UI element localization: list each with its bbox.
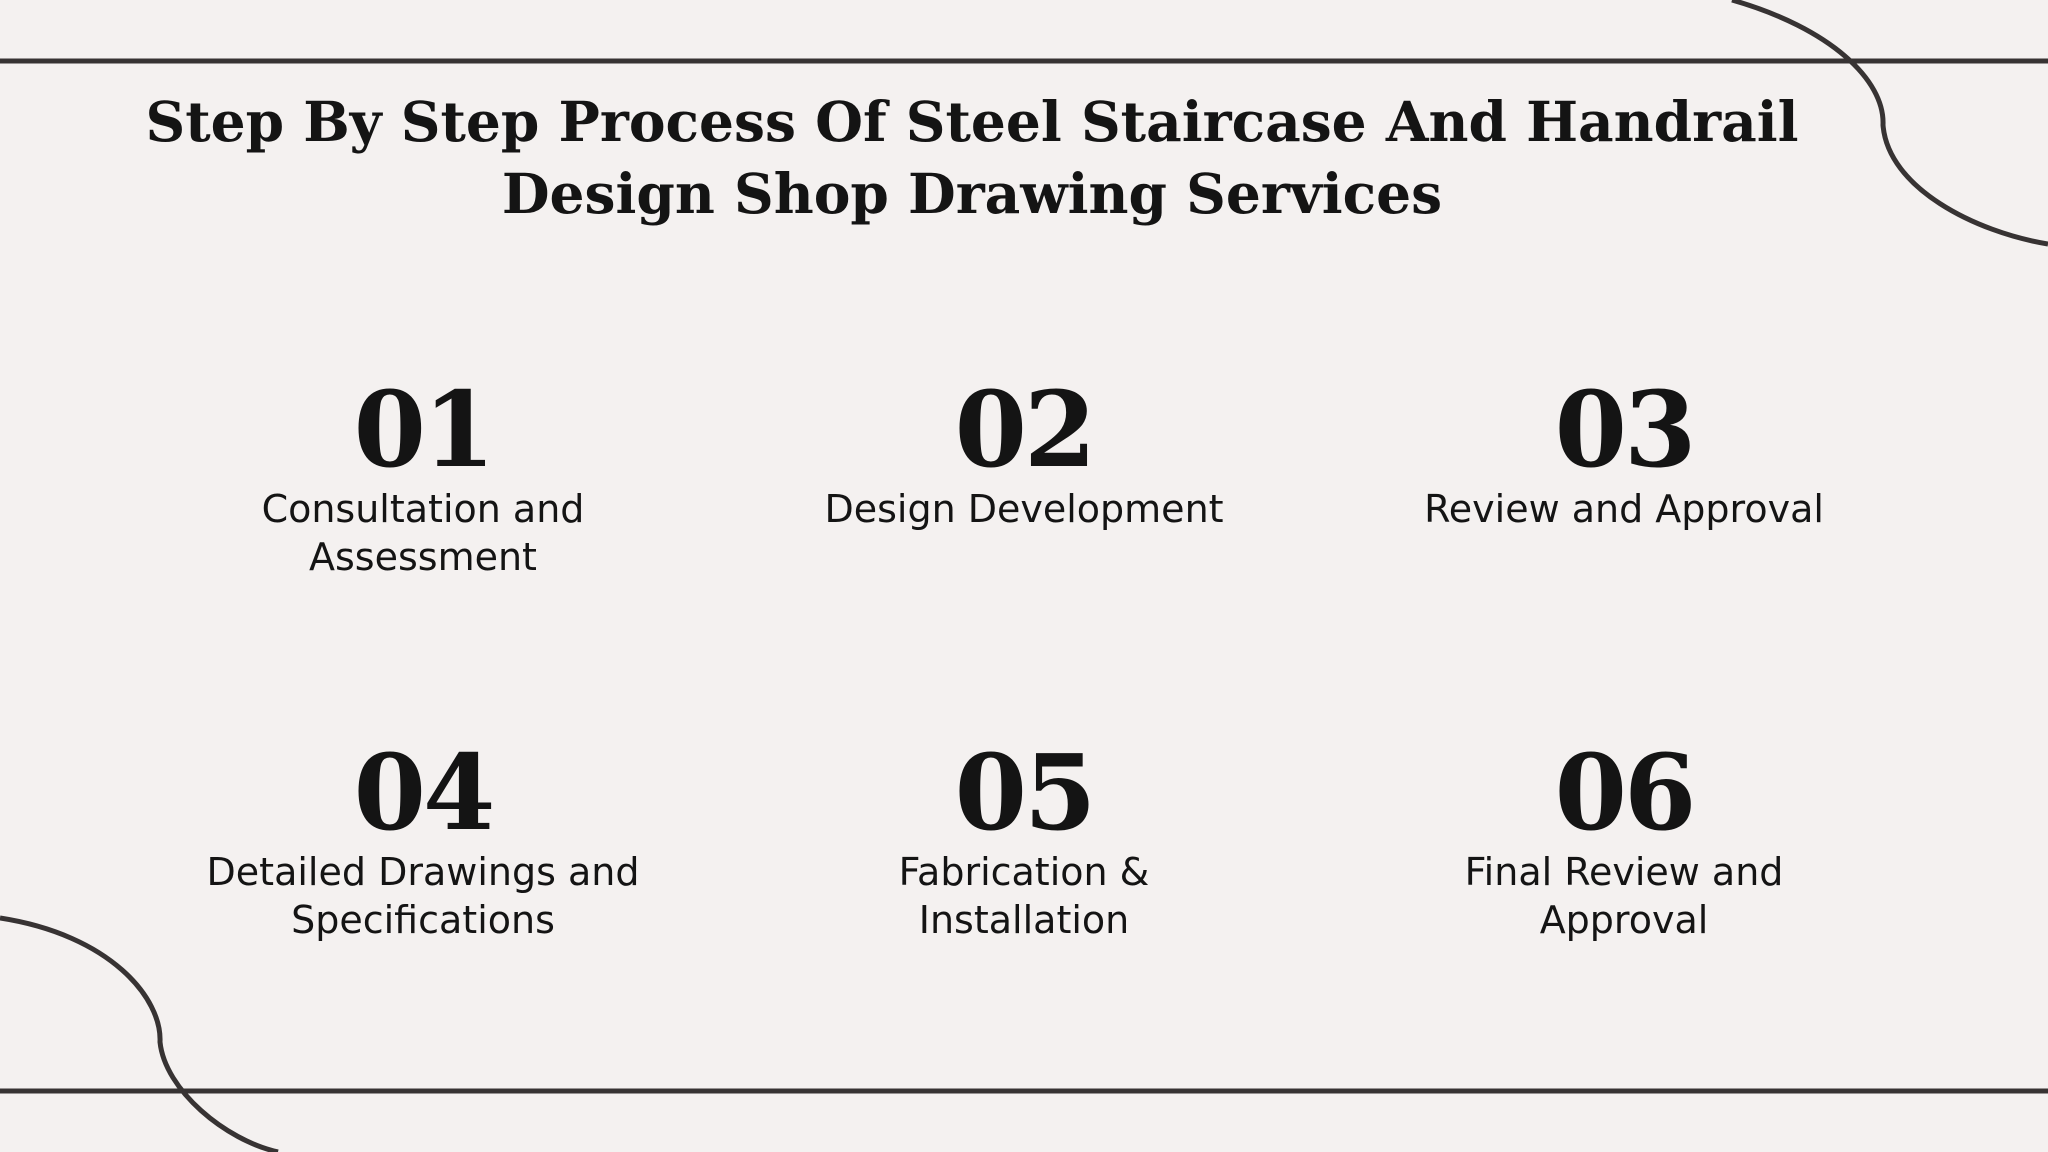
step-label: Review and Approval — [1424, 487, 1824, 531]
step-3 — [1344, 368, 1904, 533]
page-title: Step By Step Process Of Steel Staircase And Handrail Design Shop Drawing Services — [145, 89, 1799, 226]
step-label: Design Development — [824, 487, 1224, 531]
step-label: Consultation and Assessment — [261, 487, 585, 579]
step-number: 03 — [1554, 368, 1694, 491]
step-5 — [744, 731, 1304, 944]
step-4 — [143, 731, 703, 944]
step-number: 05 — [954, 731, 1094, 854]
step-number: 06 — [1554, 731, 1694, 854]
step-number: 02 — [954, 368, 1094, 491]
step-number: 04 — [353, 731, 493, 854]
step-label: Final Review and Approval — [1464, 850, 1784, 942]
step-label: Fabrication & Installation — [898, 850, 1150, 942]
step-6 — [1344, 731, 1904, 944]
step-label: Detailed Drawings and Specifications — [206, 850, 640, 942]
bottom-left-curve — [0, 918, 278, 1152]
step-2 — [744, 368, 1304, 533]
step-number: 01 — [353, 368, 493, 491]
step-1 — [143, 368, 703, 581]
